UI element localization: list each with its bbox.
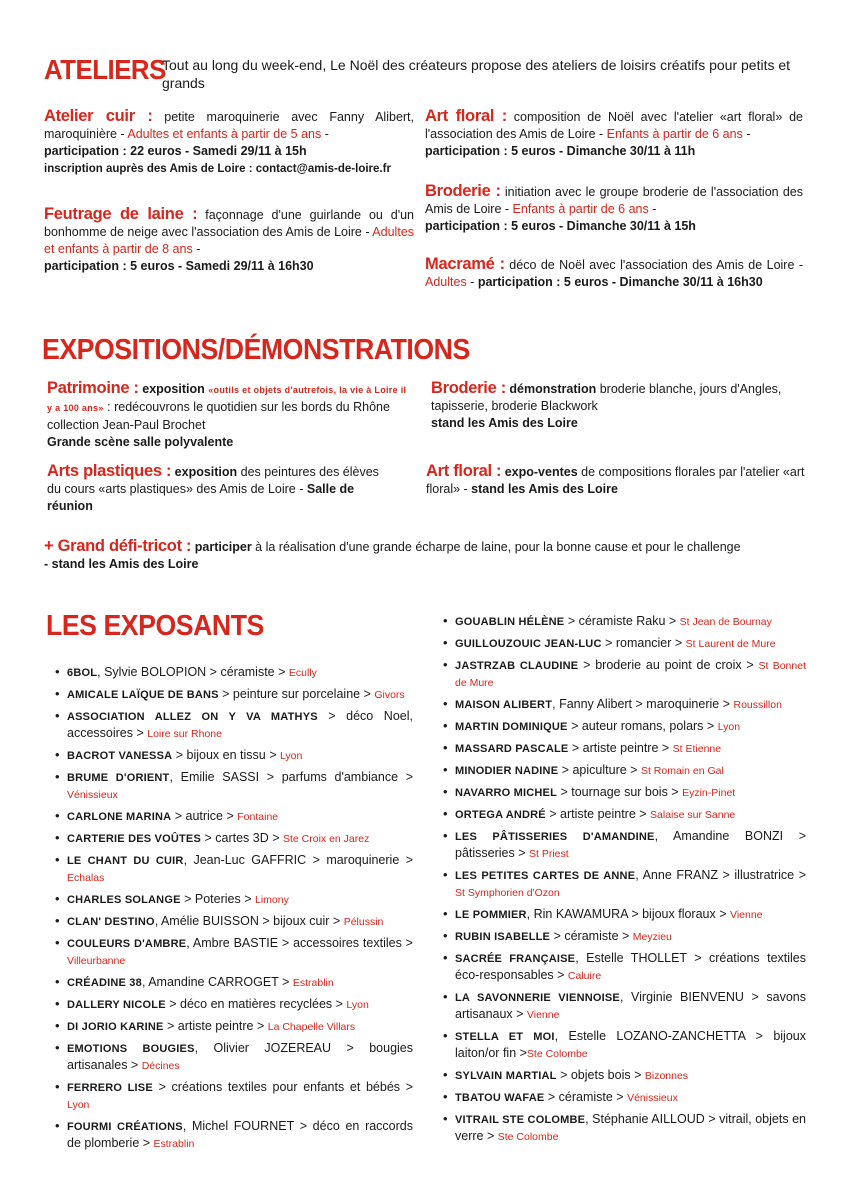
exposant-name: LE CHANT DU CUIR [67, 855, 184, 867]
exposant-activity: > céramiste > [544, 1090, 628, 1104]
exposant-city: St Bonnet de Mure [455, 660, 806, 689]
exposant-name: STELLA ET MOI [455, 1031, 555, 1043]
atelier-floral-price: participation : 5 euros - Dimanche 30/11 à 11h [425, 144, 696, 158]
exposant-city: Roussillon [733, 699, 782, 711]
expo-defi-type: participer [191, 540, 252, 554]
exposant-name: MASSARD PASCALE [455, 743, 569, 755]
atelier-cuir-public: Adultes et enfants à partir de 5 ans [127, 127, 322, 141]
exposant-item [443, 718, 806, 735]
atelier-broderie-text: initiation avec le groupe broderie de l'association des Amis de Loire - [425, 185, 803, 216]
exposant-city: Vénissieux [627, 1092, 678, 1104]
exposant-city: Ecully [288, 667, 317, 679]
exposant-item [443, 989, 806, 1023]
exposant-name: SYLVAIN MARTIAL [455, 1070, 557, 1082]
exposant-item [55, 1118, 413, 1152]
exposant-item [55, 1018, 413, 1035]
exposant-person: , Estelle LOZANO-ZANCHETTA [554, 1029, 746, 1043]
exposant-activity: > [278, 975, 293, 989]
exposant-activity: > broderie au point de croix > [578, 658, 759, 672]
exposant-activity: > auteur romans, polars > [567, 719, 718, 733]
atelier-floral-text: composition de Noël avec l'atelier «art floral» de l'association des Amis de Loire - [425, 110, 803, 141]
exposant-city: St Romain en Gal [640, 765, 724, 777]
exposant-name: FOURMI CRÉATIONS [67, 1121, 183, 1133]
exposant-item [443, 906, 806, 923]
exposant-city: Vienne [730, 909, 763, 921]
exposant-item [443, 762, 806, 779]
atelier-floral-sep: - [742, 127, 751, 141]
exposant-city: Pélussin [343, 916, 384, 928]
expo-patrimoine-heading: Patrimoine : [47, 379, 139, 397]
exposant-name: GUILLOUZOUIC JEAN-LUC [455, 638, 602, 650]
exposant-name: 6BOL [67, 667, 98, 679]
exposant-city: St Etienne [672, 743, 722, 755]
exposant-name: LES PETITES CARTES DE ANNE [455, 870, 636, 882]
atelier-macrame-sep: - [466, 275, 478, 289]
exposant-item [55, 935, 413, 969]
expo-arts-text: des peintures des élèves du cours «arts plastiques» des Amis de Loire - [47, 465, 379, 496]
atelier-cuir-sep: - [321, 127, 329, 141]
atelier-feutrage-price: participation : 5 euros - Samedi 29/11 à 16h30 [44, 259, 314, 273]
expo-floral-text: de compositions florales par l'atelier «art floral» - [426, 465, 805, 496]
exposant-person: , Amandine BONZI [654, 829, 784, 843]
expo-broderie-text: broderie blanche, jours d'Angles, tapisserie, broderie Blackwork [431, 382, 782, 413]
exposant-person: , Olivier JOZEREAU [194, 1041, 332, 1055]
exposant-item [55, 1040, 413, 1074]
atelier-broderie-sep: - [648, 202, 657, 216]
exposant-activity: > romancier > [601, 636, 686, 650]
atelier-cuir-price: participation : 22 euros - Samedi 29/11 à 15h [44, 144, 307, 158]
exposant-city: Echalas [67, 872, 105, 884]
exposant-item [443, 950, 806, 984]
exposant-name: NAVARRO MICHEL [455, 787, 557, 799]
expo-broderie [431, 380, 806, 432]
exposant-name: CHARLES SOLANGE [67, 894, 181, 906]
atelier-cuir-text: petite maroquinerie avec Fanny Alibert, maroquinière - [44, 110, 415, 141]
exposant-item [443, 635, 806, 652]
exposant-activity: > déco en raccords de plomberie > [67, 1119, 413, 1150]
exposant-name: MINODIER NADINE [455, 765, 559, 777]
exposant-item [55, 830, 413, 847]
atelier-macrame [425, 256, 803, 291]
exposant-name: LE POMMIER [455, 909, 527, 921]
exposant-item [55, 686, 413, 703]
exposant-activity: > apiculture > [558, 763, 641, 777]
atelier-feutrage [44, 206, 414, 275]
exposant-city: Caluire [567, 970, 602, 982]
atelier-broderie-heading: Broderie : [425, 182, 501, 200]
exposant-city: Limony [254, 894, 289, 906]
exposant-name: CARTERIE DES VOÛTES [67, 833, 201, 845]
expo-defi-place: - stand les Amis des Loire [44, 557, 199, 571]
exposant-city: Décines [141, 1060, 180, 1072]
exposant-activity: > déco en matières recyclées > [165, 997, 347, 1011]
exposant-activity: > tournage sur bois > [557, 785, 683, 799]
exposant-item [443, 1067, 806, 1084]
exposant-item [55, 913, 413, 930]
exposant-item [443, 696, 806, 713]
exposant-city: St Jean de Bournay [679, 616, 772, 628]
exposant-activity: > artiste peintre > [163, 1019, 268, 1033]
exposant-activity: > Poteries > [180, 892, 255, 906]
exposant-city: Fontaine [237, 811, 279, 823]
exposant-activity: > objets bois > [556, 1068, 645, 1082]
exposant-activity: > artiste peintre > [545, 807, 651, 821]
exposant-item [443, 828, 806, 862]
atelier-broderie-public: Enfants à partir de 6 ans [512, 202, 649, 216]
atelier-feutrage-sep: - [192, 242, 201, 256]
expo-defi-text: à la réalisation d'une grande écharpe de laine, pour la bonne cause et pour le challenge [251, 540, 741, 554]
expositions-title: EXPOSITIONS/DÉMONSTRATIONS [42, 334, 470, 366]
expo-arts [47, 463, 387, 515]
atelier-macrame-public: Adultes [425, 275, 467, 289]
exposant-activity: > créations textiles éco-responsables > [455, 951, 806, 982]
exposant-city: Salaise sur Sanne [650, 809, 736, 821]
exposant-item [443, 740, 806, 757]
exposant-item [443, 657, 806, 691]
exposant-city: St Laurent de Mure [685, 638, 776, 650]
exposant-person: , Michel FOURNET [182, 1119, 294, 1133]
exposant-activity: > bijoux laiton/or fin > [455, 1029, 806, 1060]
exposants-list-right [443, 613, 806, 1150]
exposant-name: BRUME D'ORIENT [67, 772, 170, 784]
exposant-city: Ste Colombe [497, 1131, 559, 1143]
exposant-name: JASTRZAB CLAUDINE [455, 660, 579, 672]
exposant-person: , Ambre BASTIE [186, 936, 279, 950]
exposant-city: Lyon [279, 750, 303, 762]
atelier-cuir [44, 108, 414, 178]
expo-patrimoine-text: : redécouvrons le quotidien sur les bords du Rhône collection Jean-Paul Brochet [47, 400, 390, 432]
exposant-name: AMICALE LAÏQUE DE BANS [67, 689, 219, 701]
atelier-floral-public: Enfants à partir de 6 ans [606, 127, 743, 141]
exposant-item [443, 806, 806, 823]
exposant-name: COULEURS D'AMBRE [67, 938, 187, 950]
exposant-name: TBATOU WAFAE [455, 1092, 545, 1104]
exposant-item [55, 974, 413, 991]
expo-floral-type: expo-ventes [501, 465, 578, 479]
exposant-name: LA SAVONNERIE VIENNOISE [455, 992, 620, 1004]
exposant-city: Lyon [346, 999, 369, 1011]
exposant-item [443, 1089, 806, 1106]
atelier-cuir-heading: Atelier cuir : [44, 107, 153, 125]
exposant-activity: > bijoux floraux > [627, 907, 730, 921]
exposant-name: CARLONE MARINA [67, 811, 172, 823]
exposant-activity: > artiste peintre > [568, 741, 673, 755]
exposant-activity: > céramiste > [550, 929, 633, 943]
atelier-macrame-heading: Macramé : [425, 255, 505, 273]
exposant-city: Vienne [526, 1009, 560, 1021]
exposant-item [443, 784, 806, 801]
exposant-activity: > accessoires textiles > [278, 936, 413, 950]
exposant-item [443, 928, 806, 945]
exposant-city: St Priest [529, 848, 569, 860]
exposant-item [55, 808, 413, 825]
exposant-name: DALLERY NICOLE [67, 999, 166, 1011]
exposant-city: Villeurbanne [67, 955, 126, 967]
exposant-city: Lyon [67, 1099, 90, 1111]
exposant-activity: > parfums d'ambiance > [259, 770, 413, 784]
exposant-item [55, 769, 413, 803]
exposant-activity: > céramiste > [206, 665, 289, 679]
expo-arts-type: exposition [171, 465, 238, 479]
exposant-name: RUBIN ISABELLE [455, 931, 551, 943]
exposant-name: ORTEGA ANDRÉ [455, 809, 546, 821]
exposant-city: Meyzieu [632, 931, 672, 943]
exposant-city: Ste Croix en Jarez [282, 833, 370, 845]
expo-arts-heading: Arts plastiques : [47, 462, 172, 480]
exposant-city: Estrablin [292, 977, 334, 989]
expo-floral-heading: Art floral : [426, 462, 502, 480]
exposant-activity: > illustratrice > [718, 868, 806, 882]
exposant-person: , Rin KAWAMURA [526, 907, 628, 921]
expo-broderie-place: stand les Amis des Loire [431, 416, 578, 430]
exposant-name: LES PÂTISSERIES D'AMANDINE [455, 831, 655, 843]
atelier-floral [425, 108, 803, 160]
exposant-person: , Fanny Alibert [552, 697, 633, 711]
exposant-item [55, 1079, 413, 1113]
exposant-name: MARTIN DOMINIQUE [455, 721, 568, 733]
expo-patrimoine-place: Grande scène salle polyvalente [47, 435, 234, 449]
atelier-broderie-price: participation : 5 euros - Dimanche 30/11 à 15h [425, 219, 696, 233]
exposant-item [443, 1111, 806, 1145]
atelier-feutrage-text: façonnage d'une guirlande ou d'un bonhomme de neige avec l'association des Amis de Loire - [44, 208, 414, 239]
exposant-activity: > autrice > [171, 809, 238, 823]
exposant-person: , Emilie SASSI [169, 770, 260, 784]
exposant-city: Estrablin [153, 1138, 195, 1150]
exposant-activity: > peinture sur porcelaine > [218, 687, 375, 701]
exposant-name: VITRAIL STE COLOMBE [455, 1114, 586, 1126]
exposant-item [443, 1028, 806, 1062]
exposant-activity: > bijoux en tissu > [172, 748, 280, 762]
atelier-cuir-inscription: inscription auprès des Amis de Loire : contact@amis-de-loire.fr [44, 163, 391, 175]
exposant-activity: > bijoux cuir > [258, 914, 344, 928]
exposant-item [443, 867, 806, 901]
atelier-macrame-price: participation : 5 euros - Dimanche 30/11 à 16h30 [477, 275, 763, 289]
exposant-item [55, 708, 413, 742]
exposant-activity: > créations textiles pour enfants et bébés > [152, 1080, 413, 1094]
exposant-name: FERRERO LISE [67, 1082, 153, 1094]
ateliers-intro: Tout au long du week-end, Le Noël des créateurs propose des ateliers de loisirs créatifs pour petits et grands [162, 57, 791, 91]
atelier-macrame-text: déco de Noël avec l'association des Amis de Loire - [504, 258, 803, 272]
expo-patrimoine-type: exposition [138, 382, 205, 396]
exposant-activity: > pâtisseries > [455, 829, 806, 860]
exposant-person: , Jean-Luc GAFFRIC [183, 853, 307, 867]
exposant-city: La Chapelle Villars [267, 1021, 356, 1033]
exposant-item [55, 664, 413, 681]
exposant-item [55, 852, 413, 886]
exposant-activity: > déco Noel, accessoires > [67, 709, 413, 740]
exposants-title: LES EXPOSANTS [46, 610, 264, 642]
exposant-name: BACROT VANESSA [67, 750, 173, 762]
exposant-person: , Stéphanie AILLOUD [585, 1112, 705, 1126]
ateliers-title: ATELIERS [44, 54, 166, 85]
exposant-person: , Anne FRANZ [635, 868, 718, 882]
exposant-name: CRÉADINE 38 [67, 977, 142, 989]
exposant-person: , Sylvie BOLOPION [97, 665, 207, 679]
atelier-floral-heading: Art floral : [425, 107, 507, 125]
exposant-name: MAISON ALIBERT [455, 699, 553, 711]
exposant-name: DI JORIO KARINE [67, 1021, 164, 1033]
exposant-activity: > maroquinerie > [306, 853, 413, 867]
exposant-person: , Amélie BUISSON [154, 914, 259, 928]
expo-defi-heading: + Grand défi-tricot : [44, 537, 192, 555]
exposant-item [55, 996, 413, 1013]
exposant-activity: > maroquinerie > [632, 697, 734, 711]
expo-floral [426, 463, 806, 498]
exposant-city: Bizonnes [644, 1070, 689, 1082]
expo-defi-tricot [44, 538, 809, 573]
exposant-name: ASSOCIATION ALLEZ ON Y VA MATHYS [67, 711, 318, 723]
exposant-person: , Virginie BIENVENU [619, 990, 744, 1004]
expo-patrimoine-title: «outils et objets d'autrefois, la vie à Loire il y a 100 ans» [47, 385, 407, 413]
exposant-activity: > cartes 3D > [201, 831, 283, 845]
exposant-city: Givors [374, 689, 405, 701]
exposant-name: GOUABLIN HÉLÈNE [455, 616, 565, 628]
exposant-name: CLAN' DESTINO [67, 916, 155, 928]
exposant-activity: > savons artisanaux > [455, 990, 806, 1021]
exposant-name: SACRÉE FRANÇAISE [455, 953, 576, 965]
expo-broderie-type: démonstration [505, 382, 597, 396]
exposant-activity: > céramiste Raku > [564, 614, 680, 628]
expo-patrimoine [47, 380, 407, 451]
exposant-city: St Symphorien d'Ozon [455, 887, 560, 899]
exposant-person: , Amandine CARROGET [141, 975, 279, 989]
exposant-person: , Estelle THOLLET [575, 951, 687, 965]
exposant-item [55, 891, 413, 908]
exposant-activity: > bougies artisanales > [67, 1041, 414, 1072]
exposant-name: EMOTIONS BOUGIES [67, 1043, 195, 1055]
exposant-city: Eyzin-Pinet [682, 787, 736, 799]
atelier-feutrage-heading: Feutrage de laine : [44, 205, 198, 223]
expo-broderie-heading: Broderie : [431, 379, 506, 397]
exposants-list-left [55, 664, 413, 1157]
expo-arts-place: Salle de réunion [47, 482, 355, 513]
exposant-city: Ste Colombe [526, 1048, 588, 1060]
atelier-broderie [425, 183, 803, 235]
expo-floral-place: stand les Amis des Loire [471, 482, 618, 496]
exposant-activity: > vitrail, objets en verre > [455, 1112, 806, 1143]
exposant-city: Lyon [717, 721, 741, 733]
exposant-item [443, 613, 806, 630]
exposant-city: Vénissieux [67, 789, 118, 801]
exposant-item [55, 747, 413, 764]
exposant-city: Loire sur Rhone [147, 728, 222, 740]
atelier-feutrage-public: Adultes et enfants à partir de 8 ans [44, 225, 414, 256]
